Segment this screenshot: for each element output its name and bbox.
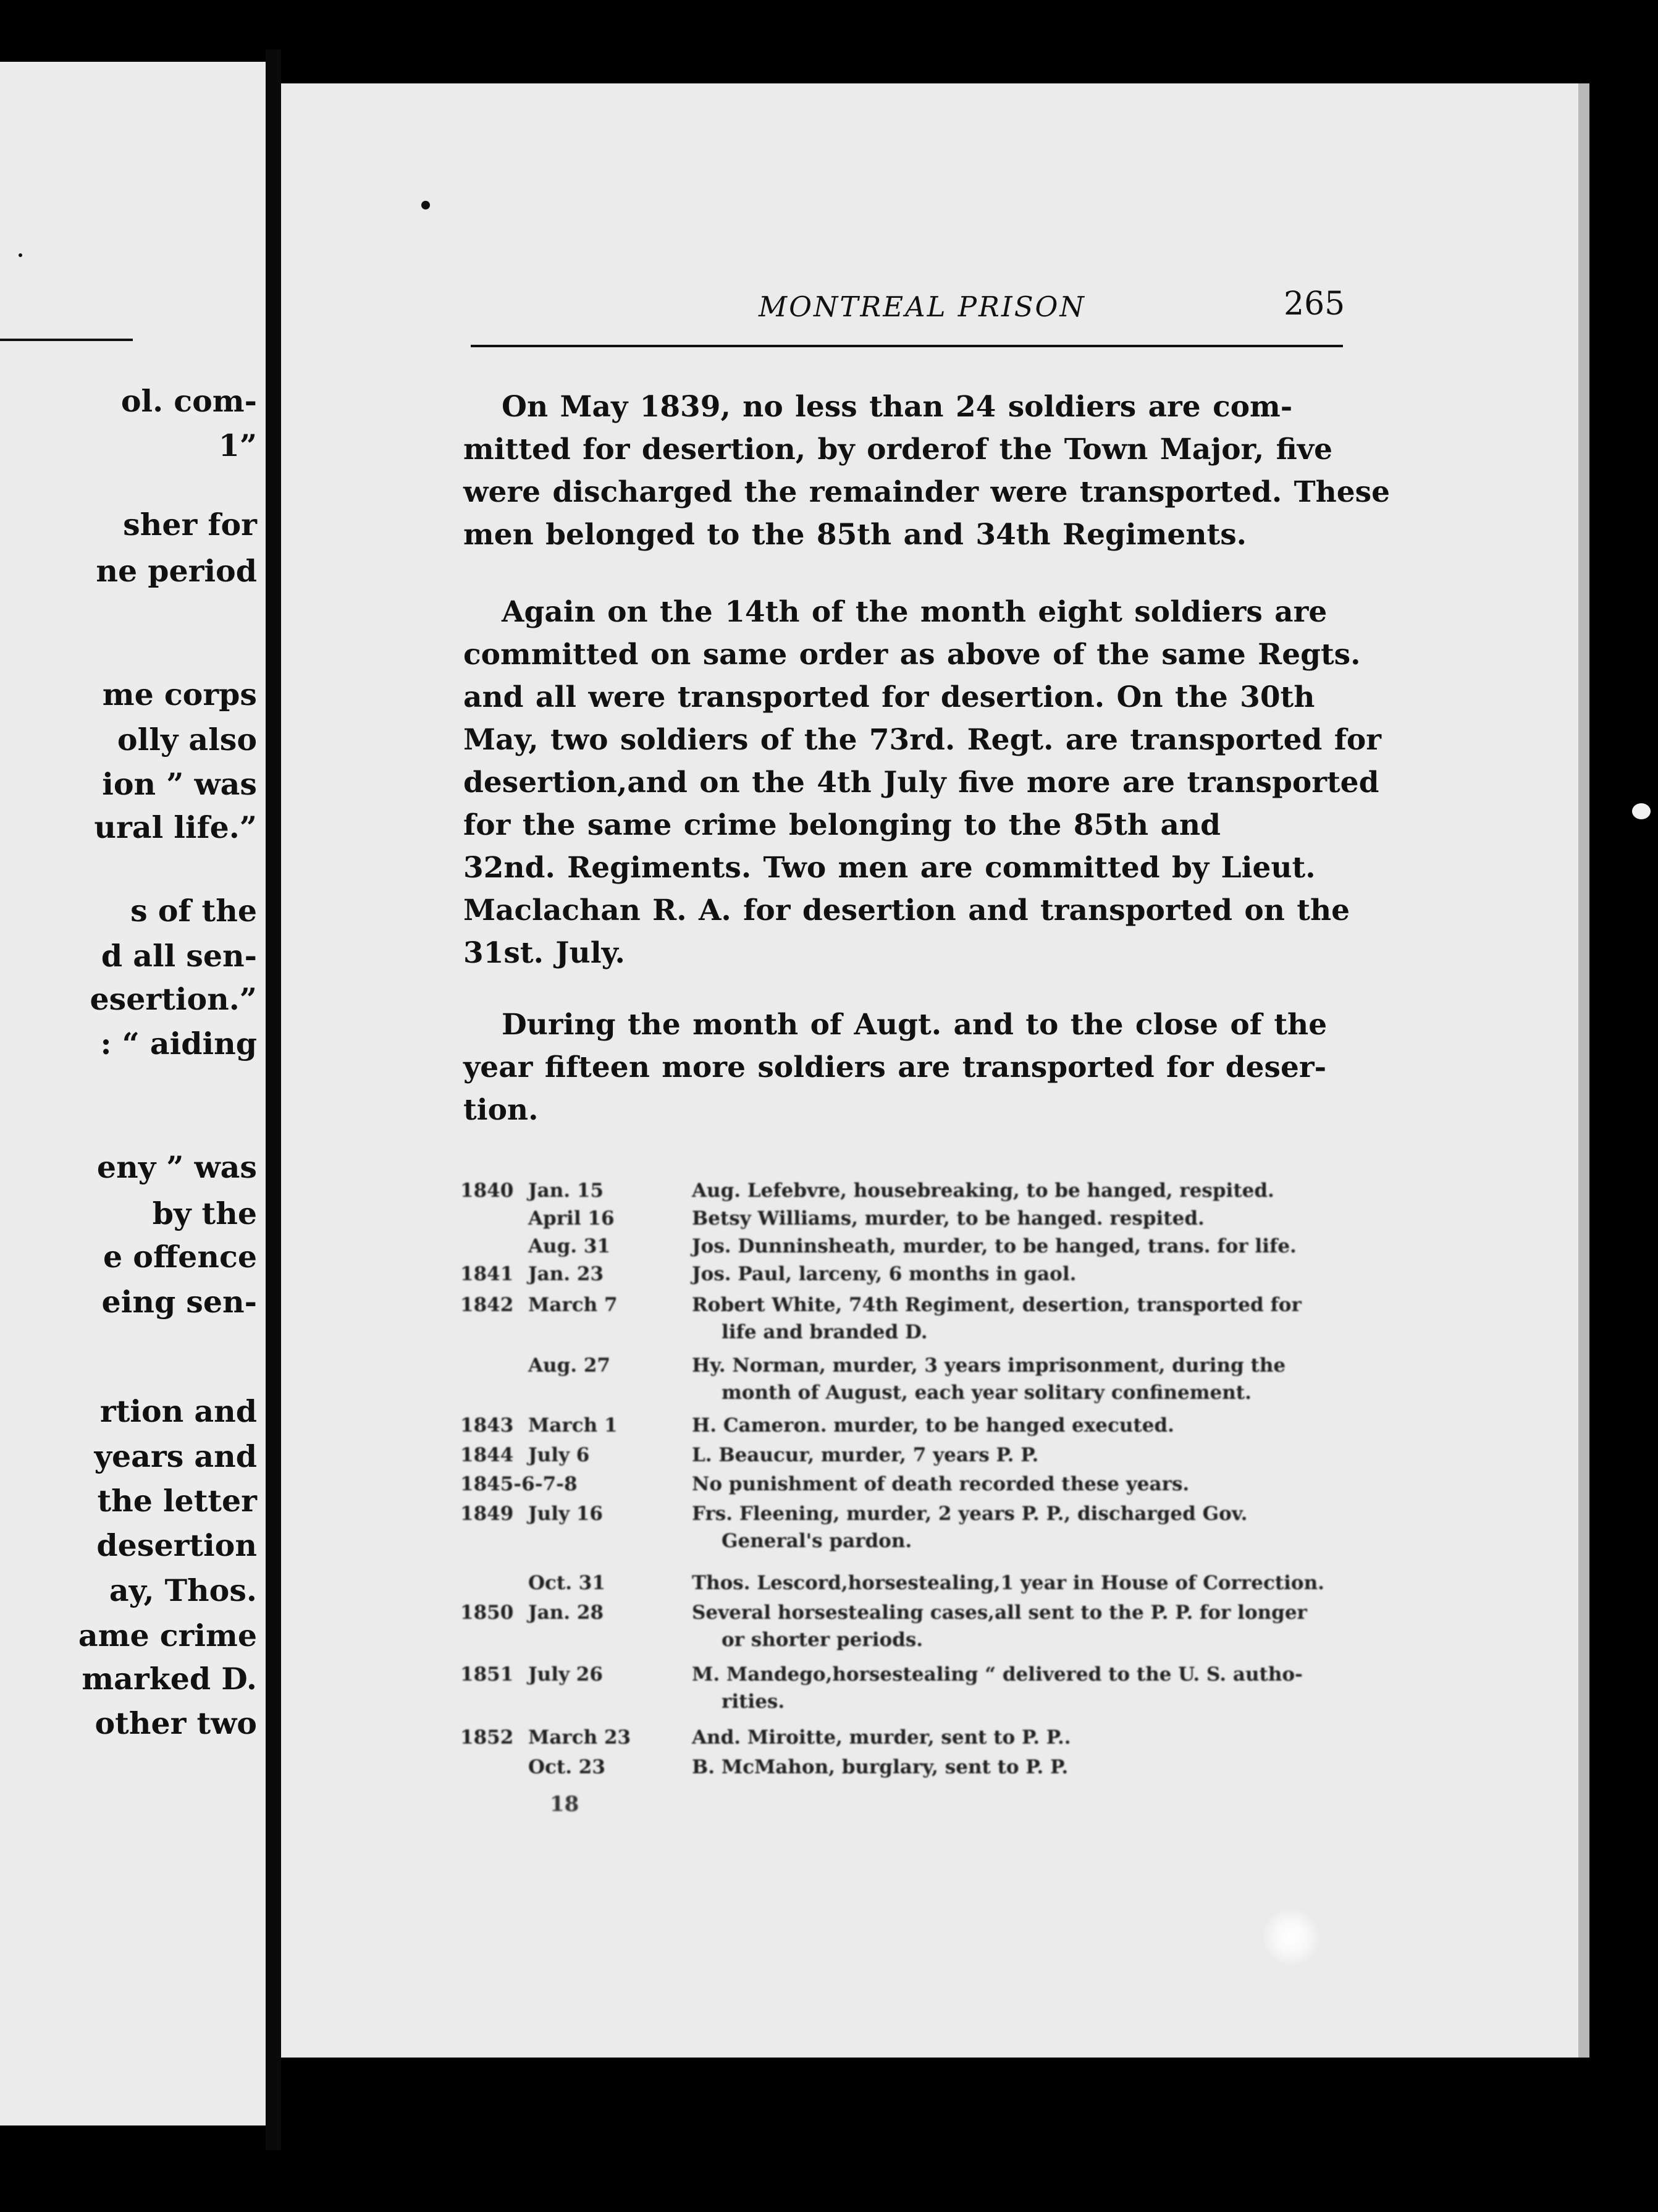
record-description	[692, 1724, 1340, 1751]
record-description-line: General's pardon.	[722, 1530, 912, 1552]
record-description-line: M. Mandego,horsestealing “ delivered to the U. S. autho-	[692, 1663, 1303, 1686]
record-description-line: Frs. Fleening, murder, 2 years P. P., discharged Gov.	[692, 1503, 1248, 1525]
page-edge	[1578, 83, 1589, 2058]
record-description	[692, 1569, 1340, 1597]
left-page-line: marked D.	[82, 1661, 257, 1697]
record-description-line: B. McMahon, burglary, sent to P. P.	[692, 1756, 1069, 1778]
record-year: 1844	[460, 1444, 514, 1466]
left-page-line: me corps	[102, 677, 257, 712]
record-year: 1840	[460, 1180, 514, 1202]
record-description-line: Aug. Lefebvre, housebreaking, to be hanged, respited.	[692, 1180, 1274, 1202]
left-page-line: ural life.”	[94, 809, 257, 845]
record-year: 1852	[460, 1726, 514, 1749]
signature-mark: 18	[550, 1792, 579, 1817]
left-page-line: sher for	[123, 507, 257, 542]
record-description-line: Several horsestealing cases,all sent to the P. P. for longer	[692, 1602, 1307, 1624]
record-description-line: And. Miroitte, murder, sent to P. P..	[692, 1726, 1071, 1749]
left-page-line: desertion	[96, 1527, 257, 1563]
left-page-line: esertion.”	[90, 981, 257, 1017]
left-page-line: ame crime	[78, 1618, 257, 1653]
record-description-line: month of August, each year solitary confinement.	[722, 1382, 1252, 1404]
record-year: 1850	[460, 1602, 514, 1624]
light-glare	[1263, 1909, 1319, 1965]
record-description	[692, 1260, 1340, 1288]
dust-speck	[19, 253, 22, 257]
left-page-line: other two	[95, 1705, 257, 1741]
left-header-rule	[0, 339, 133, 341]
book-gutter	[266, 49, 281, 2150]
record-year: 1842	[460, 1294, 514, 1316]
left-page-line: ay, Thos.	[109, 1572, 257, 1608]
record-description	[692, 1661, 1340, 1715]
record-date: Aug. 31	[528, 1235, 610, 1257]
paragraph-line: mitted for desertion, by orderof the Town Major, five	[463, 433, 1332, 466]
record-description-line: rities.	[722, 1691, 785, 1713]
record-year: 1849	[460, 1503, 514, 1525]
record-description	[692, 1352, 1340, 1406]
paragraph-line: for the same crime belonging to the 85th and	[463, 808, 1221, 842]
paragraph-line: Again on the 14th of the month eight soldiers are	[502, 595, 1328, 629]
record-description-line: L. Beaucur, murder, 7 years P. P.	[692, 1444, 1039, 1466]
record-date: April 16	[528, 1207, 615, 1230]
record-date: July 6	[528, 1444, 590, 1466]
left-page-line: olly also	[117, 722, 257, 758]
paragraph-line: May, two soldiers of the 73rd. Regt. are transported for	[463, 723, 1382, 757]
left-page-line: eny ” was	[96, 1149, 257, 1185]
record-date: March 7	[528, 1294, 618, 1316]
paragraph-line: 31st. July.	[463, 936, 625, 970]
left-page-line: ol. com-	[120, 383, 257, 419]
paragraph-line: Maclachan R. A. for desertion and transported on the	[463, 893, 1350, 927]
record-description	[692, 1177, 1340, 1204]
record-description-line: Robert White, 74th Regiment, desertion, transported for	[692, 1294, 1302, 1316]
record-date: March 23	[528, 1726, 631, 1749]
paragraph-1	[463, 386, 1391, 556]
left-page-line: 1”	[218, 428, 257, 463]
record-date: Jan. 28	[528, 1602, 604, 1624]
dust-speck	[421, 201, 430, 209]
left-page-line: : “ aiding	[100, 1026, 257, 1062]
left-page-line: s of the	[130, 893, 257, 929]
header-rule	[471, 345, 1343, 347]
record-description	[692, 1205, 1340, 1232]
paragraph-line: On May 1839, no less than 24 soldiers are com-	[502, 390, 1293, 424]
record-description	[692, 1599, 1340, 1653]
left-page-line: e offence	[103, 1239, 257, 1275]
left-page-line: by the	[152, 1196, 257, 1231]
record-year: 1843	[460, 1414, 514, 1437]
record-description	[692, 1471, 1340, 1498]
record-description-line: H. Cameron. murder, to be hanged executed.	[692, 1414, 1174, 1437]
left-page-line: d all sen-	[101, 938, 257, 974]
record-description	[692, 1412, 1340, 1439]
record-year: 1845-6-7-8	[460, 1473, 578, 1495]
record-description-line: Thos. Lescord,horsestealing,1 year in House of Correction.	[692, 1572, 1324, 1594]
paragraph-line: tion.	[463, 1093, 539, 1127]
dust-speck	[1632, 803, 1651, 819]
paragraph-line: During the month of Augt. and to the close of the	[502, 1008, 1328, 1042]
left-page-line: ion ” was	[102, 766, 257, 802]
paragraph-line: and all were transported for desertion. On the 30th	[463, 680, 1315, 714]
left-page-line: eing sen-	[101, 1284, 257, 1320]
record-description-line: or shorter periods.	[722, 1629, 924, 1651]
left-page-line: ne period	[96, 553, 257, 589]
left-page-line: the letter	[97, 1483, 257, 1519]
record-description	[692, 1291, 1340, 1346]
left-page-line: rtion and	[99, 1393, 257, 1429]
record-date: March 1	[528, 1414, 618, 1437]
record-date: Aug. 27	[528, 1354, 610, 1377]
left-facing-page	[0, 62, 266, 2125]
paragraph-2	[463, 591, 1382, 974]
paragraph-3	[463, 1003, 1340, 1131]
record-date: Oct. 23	[528, 1756, 605, 1778]
record-description-line: life and branded D.	[722, 1321, 928, 1343]
running-title: MONTREAL PRISON	[759, 290, 1086, 323]
paragraph-line: were discharged the remainder were transported. These	[463, 475, 1391, 509]
record-description-line: Jos. Dunninsheath, murder, to be hanged, trans. for life.	[692, 1235, 1297, 1257]
record-date: July 16	[528, 1503, 603, 1525]
record-description-line: Hy. Norman, murder, 3 years imprisonment, during the	[692, 1354, 1286, 1377]
paragraph-line: men belonged to the 85th and 34th Regiments.	[463, 518, 1247, 552]
record-description-line: Betsy Williams, murder, to be hanged. respited.	[692, 1207, 1205, 1230]
paragraph-line: 32nd. Regiments. Two men are committed by Lieut.	[463, 851, 1316, 885]
record-year: 1851	[460, 1663, 514, 1686]
record-description	[692, 1754, 1340, 1781]
left-page-line: years and	[94, 1438, 257, 1474]
record-date: Jan. 15	[528, 1180, 604, 1202]
record-date: Jan. 23	[528, 1263, 604, 1285]
record-description-line: Jos. Paul, larceny, 6 months in gaol.	[692, 1263, 1077, 1285]
record-description	[692, 1233, 1340, 1260]
paragraph-line: committed on same order as above of the same Regts.	[463, 638, 1361, 672]
record-date: July 26	[528, 1663, 603, 1686]
paragraph-line: year fifteen more soldiers are transported for deser-	[463, 1050, 1327, 1084]
page-number: 265	[1284, 285, 1345, 323]
record-description-line: No punishment of death recorded these years.	[692, 1473, 1190, 1495]
record-description	[692, 1442, 1340, 1469]
paragraph-line: desertion,and on the 4th July five more are transported	[463, 766, 1379, 800]
record-year: 1841	[460, 1263, 514, 1285]
record-date: Oct. 31	[528, 1572, 605, 1594]
record-description	[692, 1500, 1340, 1555]
